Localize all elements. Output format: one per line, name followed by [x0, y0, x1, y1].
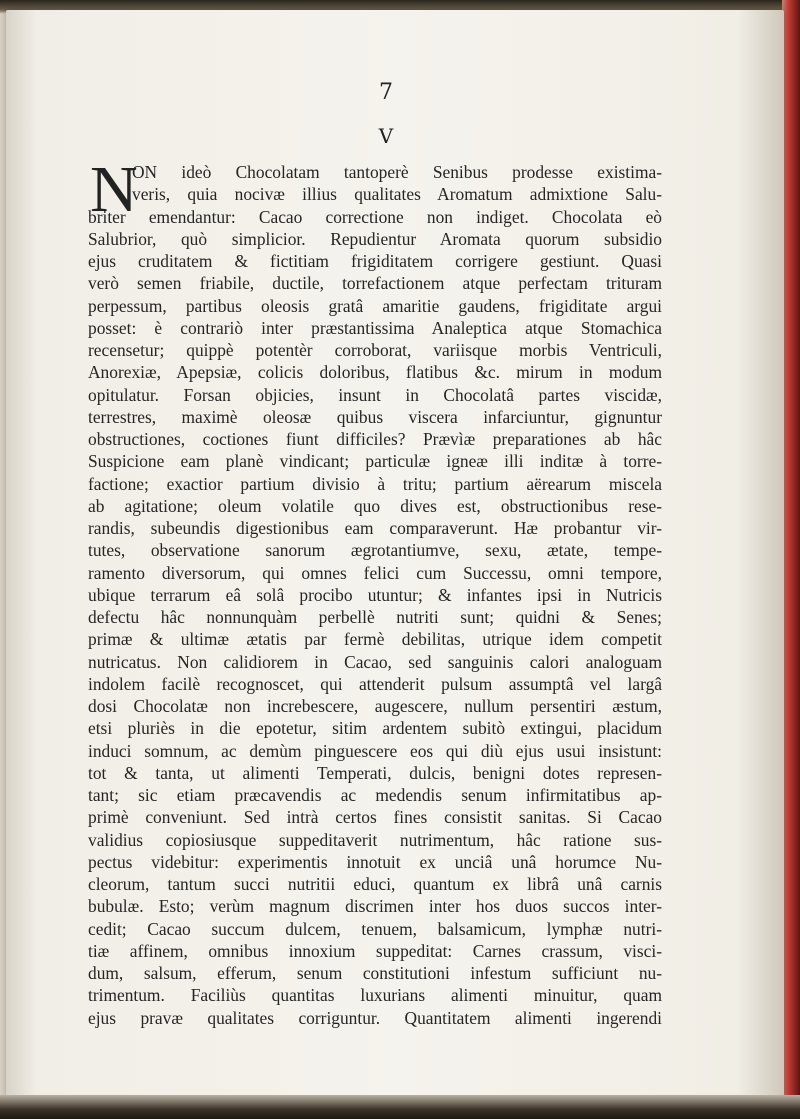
bottom-page-edge: [0, 1095, 800, 1119]
text-line: ON ideò Chocolatam tantoperè Senibus prodesse existima-: [132, 162, 662, 182]
text-line: dosi Chocolatæ non increbescere, augescere, nullum persentiri æstum,: [88, 696, 662, 716]
text-line: veris, quia nocivæ illius qualitates Aromatum admixtione Salu-: [132, 184, 662, 205]
text-line: primè conveniunt. Sed intrà certos fines consistit sanitas. Si Cacao: [88, 807, 662, 828]
text-line: obstructiones, coctiones fiunt difficiles? Prævìæ preparationes ab hâc: [88, 429, 662, 449]
text-line: ejus cruditatem & fictitiam frigiditatem corrigere gestiunt. Quasi: [88, 251, 662, 271]
text-line: dum, salsum, efferum, senum constitutioni infestum sufficiunt nu-: [88, 963, 662, 983]
text-line: tiæ affinem, omnibus innoxium suppeditat: Carnes crassum, visci-: [88, 940, 662, 961]
text-line: perpessum, partibus oleosis gratâ amaritie gaudens, frigiditate argui: [88, 295, 662, 316]
text-line: verò semen friabile, ductile, torrefactionem atque perfectam trituram: [88, 273, 662, 294]
red-binding-edge: [782, 0, 800, 1119]
text-line: Salubrior, quò simplicior. Repudientur Aromata quorum subsidio: [88, 228, 662, 249]
body-text: [88, 153, 662, 1029]
text-line: ramento diversorum, qui omnes felici cum Successu, omni tempore,: [88, 562, 662, 583]
text-line: opitulatur. Forsan objicies, insunt in Chocolatâ partes viscidæ,: [88, 384, 662, 405]
text-line: cleorum, tantum succi nutritii educi, quantum ex librâ unâ carnis: [88, 874, 662, 894]
text-line: etsi pluriès in die epotetur, sitim ardentem subitò extingui, placidum: [88, 718, 662, 739]
text-line: factione; exactior partium divisio à tritu; partium aërearum miscela: [88, 473, 662, 494]
drop-cap-initial: N: [90, 153, 138, 226]
text-line: randis, subeundis digestionibus eam comparaverunt. Hæ probantur vir-: [88, 518, 662, 538]
text-line: validius copiosiusque suppeditaverit nutrimentum, hâc ratione sus-: [88, 829, 662, 850]
section-numeral: V: [378, 124, 394, 148]
text-line: Suspicione eam planè vindicant; particulæ igneæ illi inditæ à torre-: [88, 451, 662, 472]
text-line: recensetur; quippè potentèr corroborat, variisque morbis Ventriculi,: [88, 340, 662, 360]
text-line: trimentum. Faciliùs quantitas luxurians alimenti minuitur, quam: [88, 985, 662, 1006]
text-line: primæ & ultimæ ætatis par fermè debilitas, utrique idem competit: [88, 629, 662, 650]
book-page: [6, 10, 784, 1096]
text-line: indolem facilè recognoscet, qui attenderit pulsum assumptâ vel largâ: [88, 673, 662, 694]
text-line: nutricatus. Non calidiorem in Cacao, sed sanguinis calori analoguam: [88, 651, 662, 672]
text-line: induci somnum, ac demùm pinguescere eos qui diù ejus usui insistunt:: [88, 740, 662, 761]
text-line: tot & tanta, ut alimenti Temperati, dulcis, benigni dotes represen-: [88, 762, 662, 783]
page-number: 7: [379, 80, 393, 105]
text-line: posset: è contrariò inter præstantissima Analeptica atque Stomachica: [88, 317, 662, 338]
text-line: tutes, observatione sanorum ægrotantiumve, sexu, ætate, tempe-: [88, 540, 662, 561]
text-line: tant; sic etiam præcavendis ac medendis senum infirmitatibus ap-: [88, 785, 662, 805]
text-line: ab agitatione; oleum volatile quo dives est, obstructionibus rese-: [88, 495, 662, 516]
text-line: defectu hâc nonnunquàm perbellè nutriti sunt; quidni & Senes;: [88, 607, 662, 627]
text-line: terrestres, maximè oleosæ quibus viscera infarciuntur, gignuntur: [88, 406, 662, 427]
text-line: cedit; Cacao succum dulcem, tenuem, balsamicum, lymphæ nutri-: [88, 918, 662, 939]
text-line: Anorexiæ, Apepsiæ, colicis doloribus, flatibus &c. mirum in modum: [88, 362, 662, 383]
text-line: briter emendantur: Cacao correctione non indiget. Chocolata eò: [88, 206, 662, 227]
text-line: bubulæ. Esto; verùm magnum discrimen inter hos duos succos inter-: [88, 896, 662, 917]
text-line: pectus videbitur: experimentis innotuit ex unciâ unâ horumce Nu-: [88, 851, 662, 872]
text-line: ubique terrarum eâ solâ procibo utuntur; & infantes ipsi in Nutricis: [88, 584, 662, 605]
text-line: ejus pravæ qualitates corriguntur. Quantitatem alimenti ingerendi: [88, 1007, 662, 1028]
